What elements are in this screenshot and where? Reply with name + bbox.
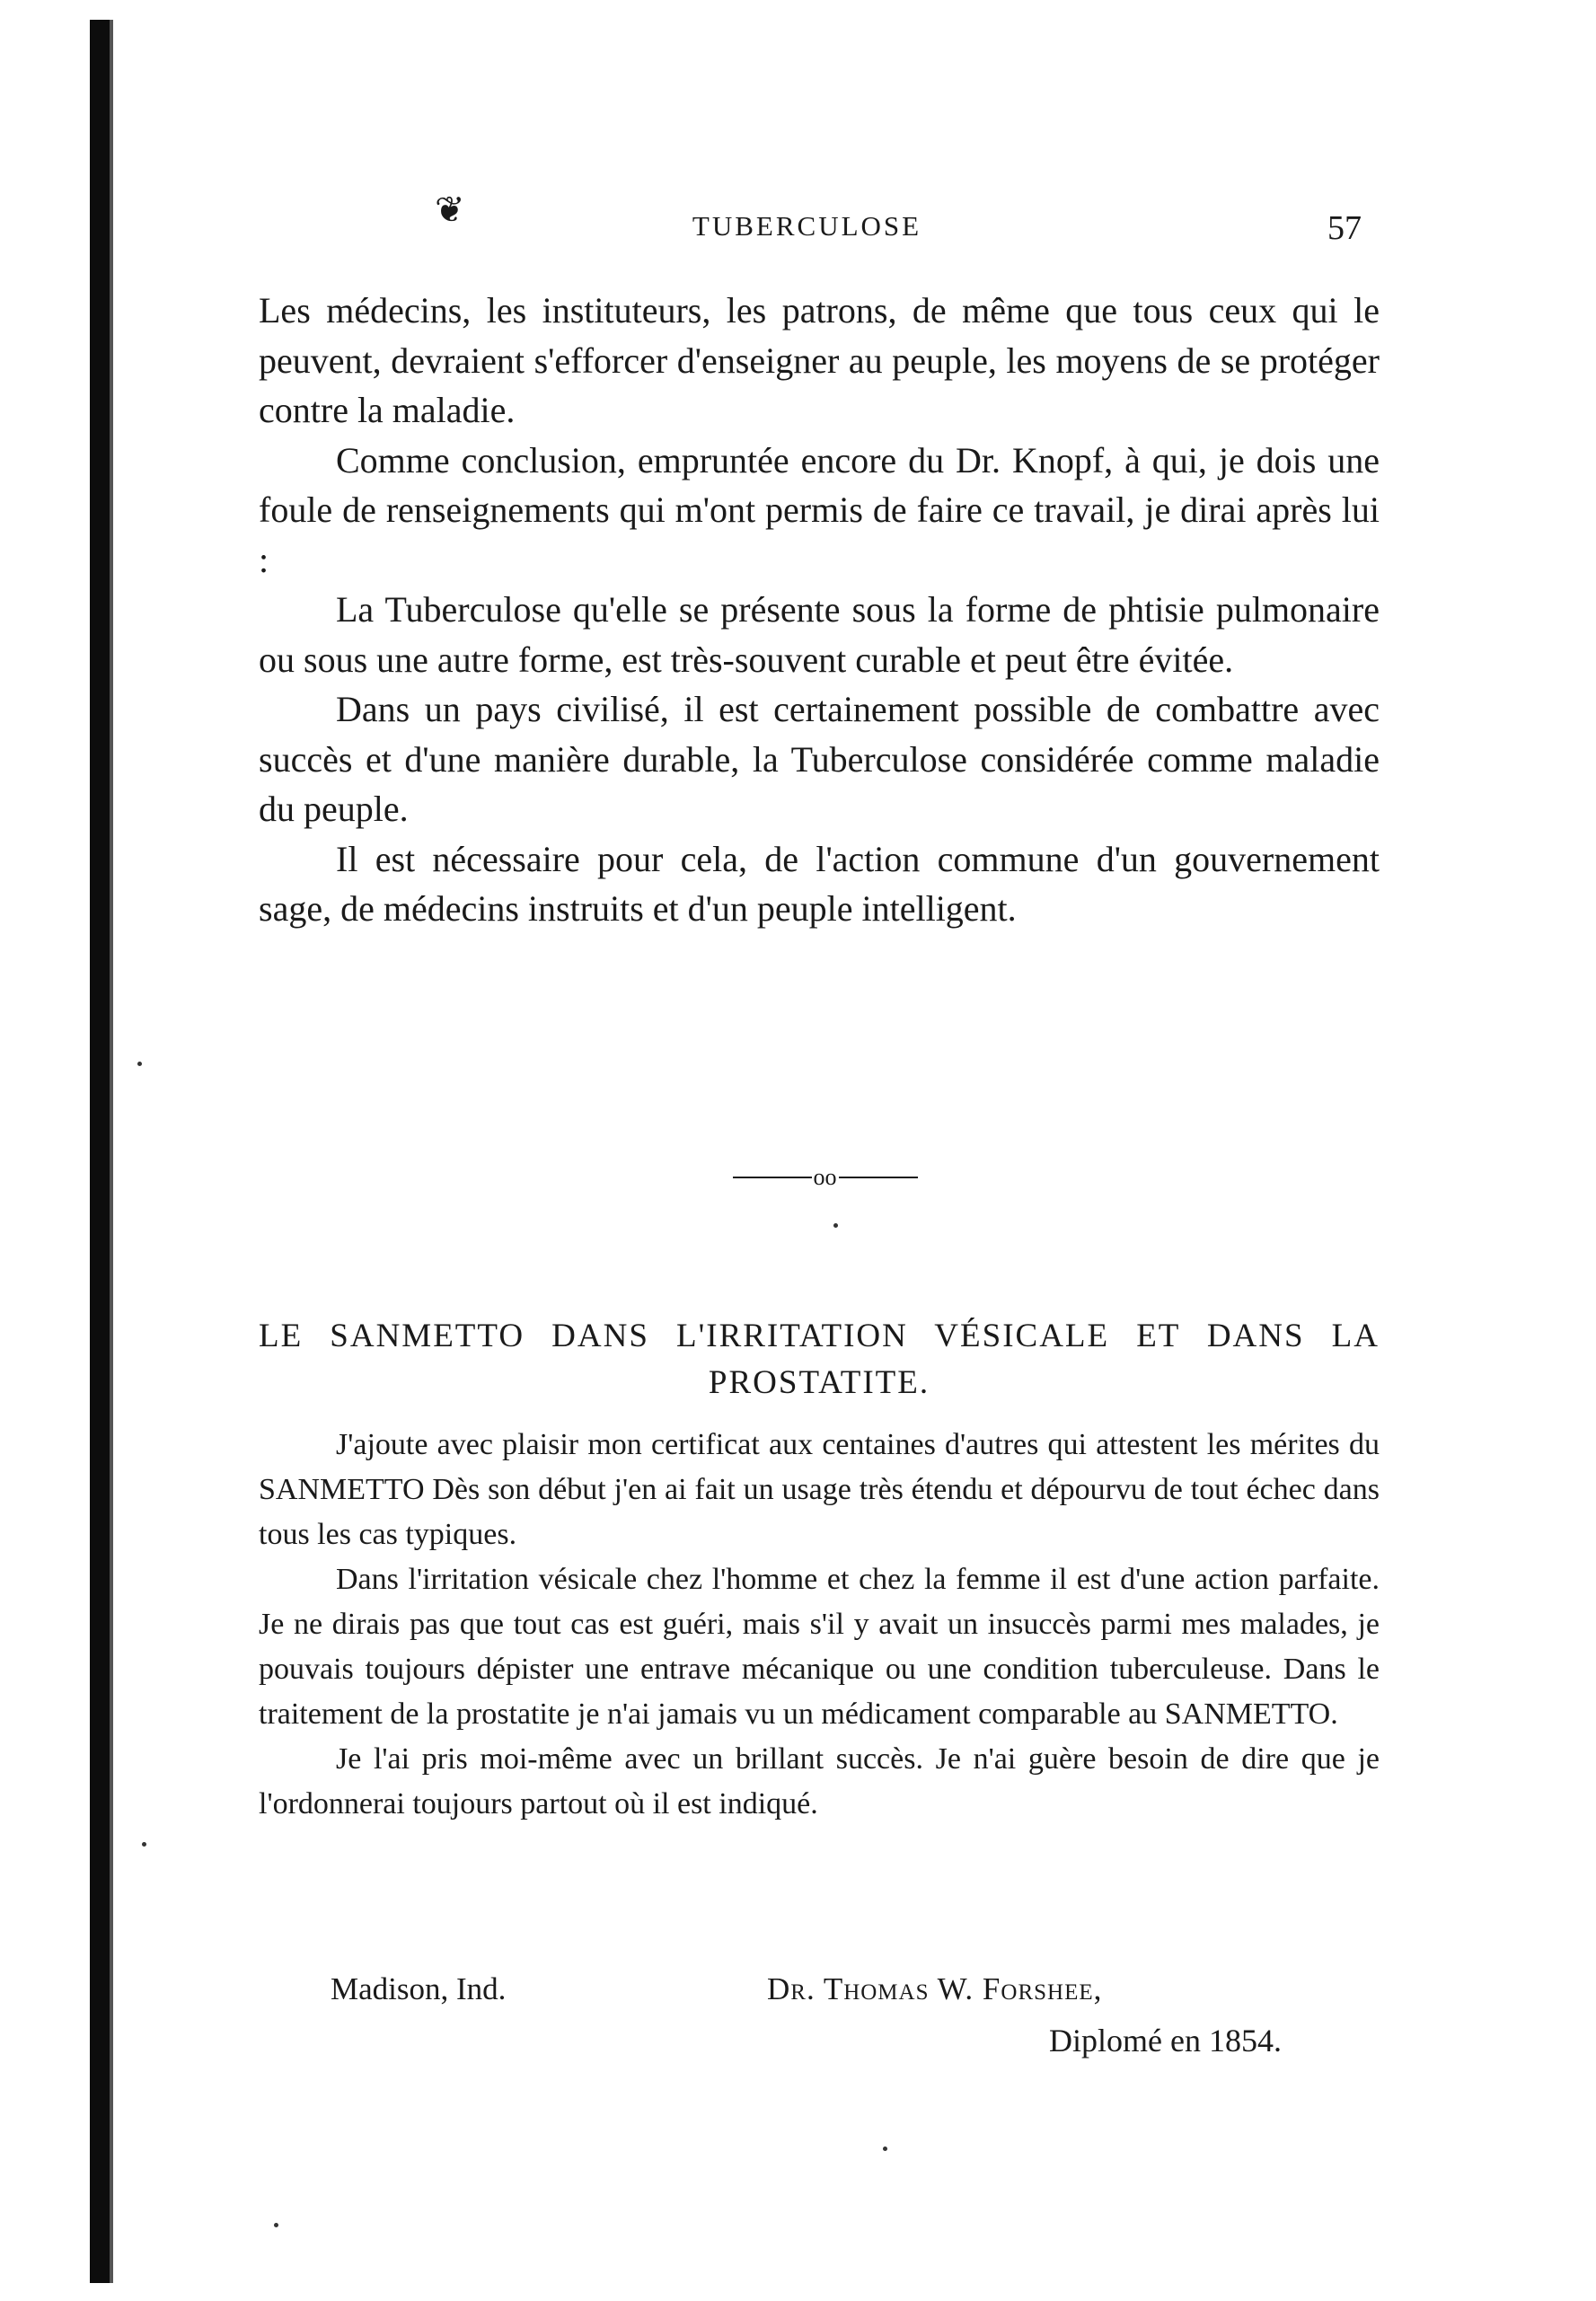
page-number: 57	[1327, 209, 1362, 247]
print-speck	[137, 1062, 142, 1066]
signature-diploma: Diplomé en 1854.	[1049, 2023, 1282, 2059]
paragraph: Dans l'irritation vésicale chez l'homme et chez la femme il est d'une action parfaite. Je ne dirais pas que tout cas est guéri, mais s'il y avait un insuccès parmi mes malades, je pouvais toujours dépister une entrave mécanique ou une condition tuberculeuse. Dans le traitement de la prostatite je n'ai jamais vu un médicament comparable au SANMETTO.	[259, 1563, 1380, 1731]
divider-rule-left	[733, 1177, 812, 1178]
article-body	[259, 1423, 1380, 1827]
paragraph: Comme conclusion, empruntée encore du Dr. Knopf, à qui, je dois une foule de renseignements qui m'ont permis de faire ce travail, je dirai après lui :	[259, 439, 1380, 580]
section-one-body	[259, 286, 1380, 934]
paragraph: Je l'ai pris moi-même avec un brillant succès. Je n'ai guère besoin de dire que je l'ordonnerai toujours partout où il est indiqué.	[259, 1742, 1380, 1821]
divider-rule-right	[839, 1177, 918, 1178]
print-speck	[274, 2223, 278, 2227]
paragraph: Les médecins, les instituteurs, les patrons, de même que tous ceux qui le peuvent, devraient s'efforcer d'enseigner au peuple, les moyens de se protéger contre la maladie.	[259, 290, 1380, 430]
print-speck	[142, 1842, 146, 1847]
ornament-icon: ❦	[435, 190, 465, 230]
print-speck	[833, 1223, 838, 1228]
paragraph: La Tuberculose qu'elle se présente sous la forme de phtisie pulmonaire ou sous une autre forme, est très-souvent curable et peut être évitée.	[259, 589, 1380, 680]
paragraph: J'ajoute avec plaisir mon certificat aux centaines d'autres qui attestent les mérites du SANMETTO Dès son début j'en ai fait un usage très étendu et dépourvu de tout échec dans tous les cas typiques.	[259, 1428, 1380, 1551]
running-head: TUBERCULOSE	[692, 210, 922, 242]
paragraph: Il est nécessaire pour cela, de l'action commune d'un gouvernement sage, de médecins instruits et d'un peuple intelligent.	[259, 838, 1380, 929]
print-speck	[883, 2147, 887, 2151]
signature-place: Madison, Ind.	[331, 1971, 507, 2006]
section-divider	[27, 1162, 1596, 1191]
article-title: LE SANMETTO DANS L'IRRITATION VÉSICALE ET DANS LA PROSTATITE.	[259, 1318, 1380, 1401]
signature-name: Dr. Thomas W. Forshee,	[767, 1971, 1103, 2006]
paragraph: Dans un pays civilisé, il est certainement possible de combattre avec succès et d'une manière durable, la Tuberculose considérée comme maladie du peuple.	[259, 689, 1380, 829]
book-binding-edge	[90, 20, 110, 2283]
divider-ornament: oo	[813, 1164, 837, 1191]
